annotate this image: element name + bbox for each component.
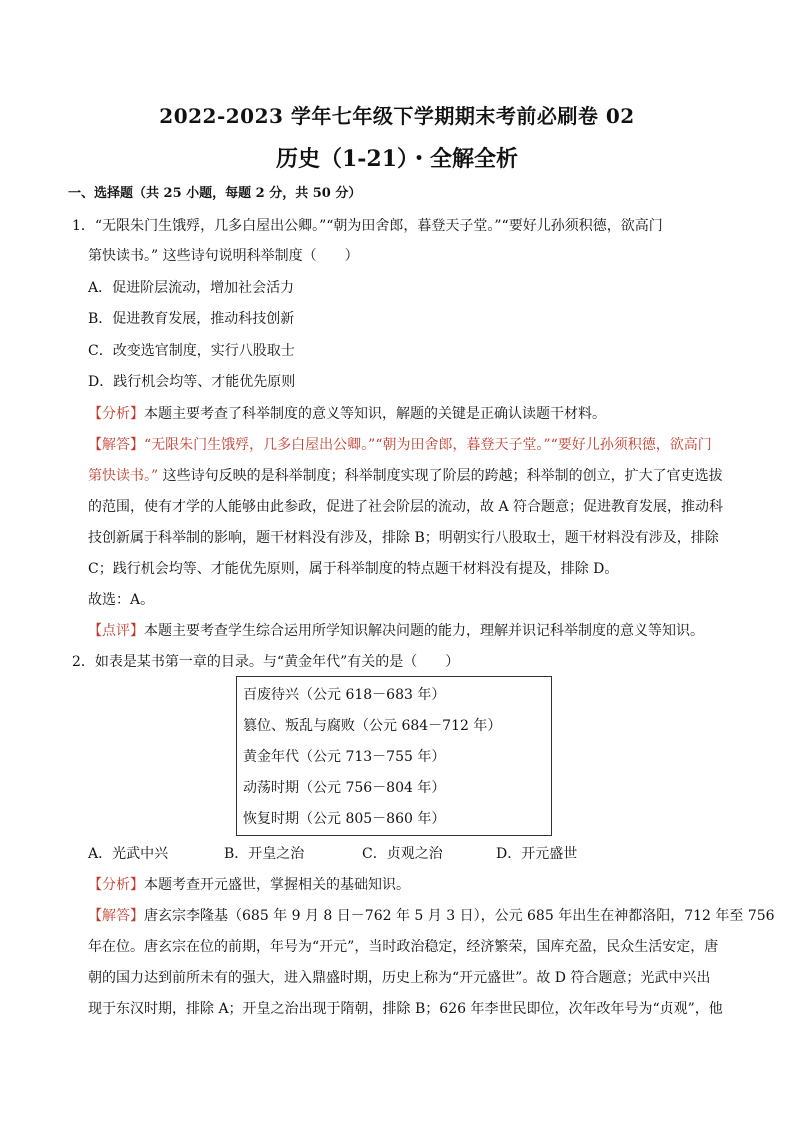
q1-answer-line5: C；践行机会均等、才能优先原则，属于科举制度的特点题干材料没有提及，排除 D。 — [88, 561, 619, 577]
q1-option-b: B．促进教育发展，推动科技创新 — [88, 311, 295, 327]
q1-answer-line1 — [88, 435, 712, 455]
toc-row: 恢复时期（公元 805－860 年） — [243, 811, 446, 827]
q2-option-a: A．光武中兴 — [88, 846, 169, 862]
toc-table — [236, 676, 552, 836]
analysis-tag: 【分析】 — [88, 406, 144, 422]
q1-stem-line2: 第快读书。” 这些诗句说明科举制度（ ） — [88, 248, 359, 264]
q2-option-b: B．开皇之治 — [224, 846, 305, 862]
q2-answer-line4: 现于东汉时期，排除 A；开皇之治出现于隋朝，排除 B；626 年李世民即位，次年改年号为“贞观”，他 — [88, 1001, 723, 1017]
q1-option-a: A．促进阶层流动，增加社会活力 — [88, 280, 295, 296]
quoted-poem-end: 第快读书。” — [88, 468, 159, 484]
q1-analysis — [88, 404, 606, 424]
toc-row: 黄金年代（公元 713－755 年） — [243, 749, 446, 765]
q2-answer-line3: 朝的国力达到前所未有的强大，进入鼎盛时期，历史上称为“开元盛世”。故 D 符合题意；光武中兴出 — [88, 970, 711, 986]
q2-stem: 2．如表是某书第一章的目录。与“黄金年代”有关的是（ ） — [72, 654, 460, 670]
toc-row: 百废待兴（公元 618－683 年） — [243, 687, 446, 703]
document-subtitle: 历史（1-21）・全解全析 — [275, 146, 519, 172]
q1-option-c: C．改变选官制度，实行八股取士 — [88, 343, 295, 359]
answer-text: 这些诗句反映的是科举制度；科举制度实现了阶层的跨越；科举制的创立，扩大了官吏选拔 — [158, 468, 723, 484]
q1-answer-line2 — [88, 466, 723, 486]
comment-tag: 【点评】 — [88, 623, 144, 639]
toc-row: 篡位、叛乱与腐败（公元 684－712 年） — [243, 718, 502, 734]
analysis-text: 本题主要考查了科举制度的意义等知识，解题的关键是正确认读题干材料。 — [144, 406, 606, 422]
q2-option-d: D．开元盛世 — [496, 846, 578, 862]
q1-option-d: D．践行机会均等、才能优先原则 — [88, 374, 296, 390]
answer-tag: 【解答】 — [88, 437, 144, 453]
section-heading: 一、选择题（共 25 小题，每题 2 分，共 50 分） — [68, 186, 362, 201]
q2-answer-line2: 年在位。唐玄宗在位的前期，年号为“开元”，当时政治稳定，经济繁荣，国库充盈，民众生活安定，唐 — [88, 939, 719, 955]
q1-answer-line4: 技创新属于科举制的影响，题干材料没有涉及，排除 B；明朝实行八股取士，题干材料没有涉及，排除 — [88, 530, 719, 546]
q2-analysis — [88, 875, 410, 895]
answer-tag: 【解答】 — [88, 908, 144, 924]
analysis-tag: 【分析】 — [88, 877, 144, 893]
q1-answer-line3: 的范围，使有才学的人能够由此参政，促进了社会阶层的流动，故 A 符合题意；促进教育发展，推动科 — [88, 499, 724, 515]
quoted-poem: “无限朱门生饿殍，几多白屋出公卿。”“朝为田舍郎，暮登天子堂。”“要好儿孙须积德，欲高门 — [144, 437, 712, 453]
comment-text: 本题主要考查学生综合运用所学知识解决问题的能力，理解并识记科举制度的意义等知识。 — [144, 623, 704, 639]
document-title: 2022-2023 学年七年级下学期期末考前必刷卷 02 — [159, 104, 635, 128]
q1-comment — [88, 621, 704, 641]
toc-row: 动荡时期（公元 756－804 年） — [243, 780, 446, 796]
answer-text: 唐玄宗李隆基（685 年 9 月 8 日－762 年 5 月 3 日），公元 685 年出生在神都洛阳，712 年至 756 — [144, 908, 775, 924]
q1-stem-line1: 1．“无限朱门生饿殍，几多白屋出公卿。”“朝为田舍郎，暮登天子堂。”“要好儿孙须积德，欲高门 — [72, 218, 663, 234]
q1-choice: 故选：A。 — [88, 592, 155, 608]
analysis-text: 本题考查开元盛世，掌握相关的基础知识。 — [144, 877, 410, 893]
q2-answer-line1 — [88, 906, 775, 926]
q2-option-c: C．贞观之治 — [362, 846, 443, 862]
